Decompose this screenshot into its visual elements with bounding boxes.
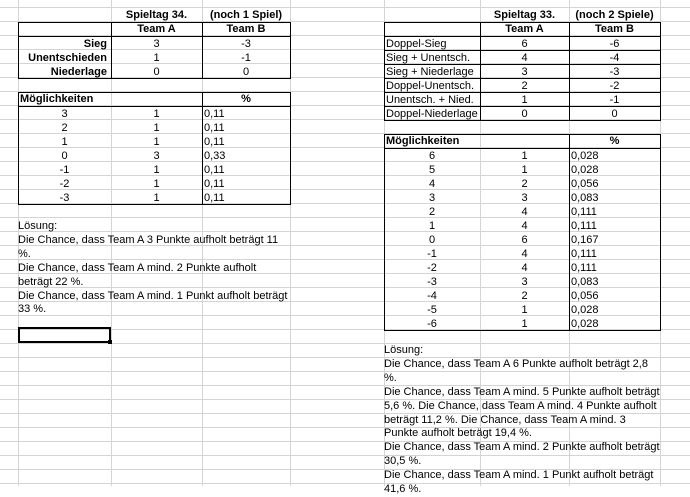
result-team-a[interactable]: 0 bbox=[153, 66, 160, 78]
possibility-count[interactable]: 1 bbox=[153, 164, 160, 176]
possibility-percent[interactable]: 0,11 bbox=[204, 178, 225, 190]
possibility-value[interactable]: 3 bbox=[428, 192, 436, 204]
possibility-percent[interactable]: 0,056 bbox=[571, 178, 599, 190]
possibility-count[interactable]: 3 bbox=[521, 192, 528, 204]
possibility-percent[interactable]: 0,028 bbox=[571, 304, 599, 316]
possibility-count[interactable]: 2 bbox=[521, 290, 528, 302]
header-team-b[interactable]: Team B bbox=[595, 23, 634, 35]
result-team-a[interactable]: 3 bbox=[521, 66, 528, 78]
possibility-value[interactable]: -3 bbox=[59, 192, 70, 204]
possibility-count[interactable]: 3 bbox=[153, 150, 160, 162]
possibility-percent[interactable]: 0,33 bbox=[204, 150, 226, 162]
matchday-title[interactable]: Spieltag 34. bbox=[125, 9, 188, 21]
possibility-percent[interactable]: 0,111 bbox=[571, 206, 597, 218]
solution-line: Die Chance, dass Team A 3 Punkte aufholt beträgt 11 %. bbox=[18, 233, 279, 260]
possibility-percent[interactable]: 0,11 bbox=[204, 136, 225, 148]
possibility-percent[interactable]: 0,167 bbox=[571, 234, 599, 246]
result-team-b[interactable]: -2 bbox=[609, 80, 620, 92]
possibility-value[interactable]: -1 bbox=[427, 248, 437, 260]
percent-header[interactable]: % bbox=[609, 135, 620, 147]
possibility-percent[interactable]: 0,028 bbox=[571, 318, 599, 330]
result-team-b[interactable]: -3 bbox=[609, 66, 620, 78]
solution-note-left[interactable] bbox=[18, 220, 290, 317]
possibility-percent[interactable]: 0,11 bbox=[204, 192, 225, 204]
possibility-value[interactable]: 0 bbox=[61, 150, 68, 162]
possibility-value[interactable]: -1 bbox=[59, 164, 70, 176]
percent-header[interactable]: % bbox=[241, 93, 251, 105]
possibility-value[interactable]: 2 bbox=[61, 122, 68, 134]
possibility-value[interactable]: 5 bbox=[428, 164, 436, 176]
header-team-a[interactable]: Team A bbox=[505, 23, 544, 35]
selected-cell[interactable] bbox=[18, 327, 111, 343]
possibility-count[interactable]: 1 bbox=[153, 178, 160, 190]
possibility-count[interactable]: 1 bbox=[153, 122, 160, 134]
possibility-count[interactable]: 1 bbox=[153, 108, 160, 120]
result-team-b[interactable]: -1 bbox=[241, 52, 251, 64]
possibility-percent[interactable]: 0,11 bbox=[204, 122, 225, 134]
possibility-count[interactable]: 4 bbox=[521, 220, 528, 232]
possibility-value[interactable]: 4 bbox=[428, 178, 436, 190]
solution-line: Die Chance, dass Team A mind. 1 Punkt aufholt beträgt 33 %. bbox=[18, 289, 288, 316]
solution-title: Lösung: bbox=[384, 344, 424, 356]
possibility-count[interactable]: 4 bbox=[521, 262, 528, 274]
result-team-b[interactable]: -6 bbox=[609, 38, 620, 50]
result-team-b[interactable]: -1 bbox=[609, 94, 620, 106]
result-label[interactable]: Unentschieden bbox=[28, 52, 107, 64]
possibility-value[interactable]: -3 bbox=[427, 276, 437, 288]
solution-line: Die Chance, dass Team A mind. 1 Punkt aufholt beträgt 41,6 %. bbox=[384, 469, 654, 496]
solution-note-right[interactable] bbox=[384, 344, 660, 497]
possibility-count[interactable]: 2 bbox=[521, 178, 528, 190]
possibility-percent[interactable]: 0,111 bbox=[571, 248, 597, 260]
possibility-value[interactable]: -6 bbox=[427, 318, 437, 330]
possibility-percent[interactable]: 0,083 bbox=[571, 276, 599, 288]
possibility-count[interactable]: 1 bbox=[521, 304, 528, 316]
possibility-value[interactable]: 1 bbox=[61, 136, 68, 148]
possibility-value[interactable]: 0 bbox=[428, 234, 436, 246]
solution-title: Lösung: bbox=[18, 220, 58, 232]
result-label[interactable]: Niederlage bbox=[50, 66, 107, 78]
solution-line: Die Chance, dass Team A 6 Punkte aufholt beträgt 2,8 %. bbox=[384, 357, 648, 384]
result-team-a[interactable]: 0 bbox=[521, 108, 528, 120]
possibility-value[interactable]: -2 bbox=[59, 178, 70, 190]
result-label[interactable]: Unentsch. + Nied. bbox=[386, 94, 474, 106]
result-team-a[interactable]: 1 bbox=[521, 94, 528, 106]
possibility-count[interactable]: 1 bbox=[153, 192, 160, 204]
possibility-count[interactable]: 3 bbox=[521, 276, 528, 288]
result-label[interactable]: Doppel-Unentsch. bbox=[386, 80, 475, 92]
possibilities-header[interactable]: Möglichkeiten bbox=[20, 93, 94, 105]
possibility-count[interactable]: 1 bbox=[153, 136, 160, 148]
header-team-b[interactable]: Team B bbox=[226, 23, 266, 35]
possibility-value[interactable]: -2 bbox=[427, 262, 437, 274]
possibility-value[interactable]: 1 bbox=[428, 220, 436, 232]
result-label[interactable]: Sieg + Unentsch. bbox=[386, 52, 471, 64]
result-team-b[interactable]: 0 bbox=[611, 108, 618, 120]
result-team-a[interactable]: 1 bbox=[153, 52, 160, 64]
result-team-b[interactable]: -3 bbox=[241, 38, 251, 50]
possibility-percent[interactable]: 0,111 bbox=[571, 262, 597, 274]
possibility-percent[interactable]: 0,083 bbox=[571, 192, 599, 204]
possibility-percent[interactable]: 0,111 bbox=[571, 220, 597, 232]
solution-line: Die Chance, dass Team A mind. 2 Punkte aufholt beträgt 22 %. bbox=[18, 261, 257, 288]
result-team-a[interactable]: 4 bbox=[521, 52, 528, 64]
fill-handle[interactable] bbox=[108, 340, 112, 344]
result-team-b[interactable]: 0 bbox=[242, 66, 250, 78]
result-team-a[interactable]: 3 bbox=[153, 38, 160, 50]
result-team-a[interactable]: 2 bbox=[521, 80, 528, 92]
possibility-count[interactable]: 4 bbox=[521, 248, 528, 260]
possibilities-header[interactable]: Möglichkeiten bbox=[386, 135, 460, 147]
matchday-subtitle[interactable]: (noch 1 Spiel) bbox=[209, 9, 283, 21]
possibility-value[interactable]: 6 bbox=[428, 150, 436, 162]
result-label[interactable]: Doppel-Niederlage bbox=[386, 108, 478, 120]
result-team-a[interactable]: 6 bbox=[521, 38, 528, 50]
result-label[interactable]: Sieg + Niederlage bbox=[386, 66, 474, 78]
possibility-count[interactable]: 1 bbox=[521, 150, 528, 162]
possibility-count[interactable]: 4 bbox=[521, 206, 528, 218]
result-label[interactable]: Sieg bbox=[83, 38, 107, 50]
result-team-b[interactable]: -4 bbox=[609, 52, 620, 64]
possibility-count[interactable]: 1 bbox=[521, 318, 528, 330]
possibility-count[interactable]: 6 bbox=[521, 234, 528, 246]
possibility-percent[interactable]: 0,028 bbox=[571, 164, 599, 176]
possibility-percent[interactable]: 0,11 bbox=[204, 164, 225, 176]
possibility-value[interactable]: 3 bbox=[61, 108, 68, 120]
possibility-count[interactable]: 1 bbox=[521, 164, 528, 176]
solution-line: Die Chance, dass Team A mind. 5 Punkte aufholt beträgt 5,6 %. Die Chance, dass Team A mind. 4 Punkte aufholt beträgt 11,2 %. Die Chance, dass Team A mind. 3 Punkte aufholt beträgt 19,4 %. bbox=[384, 385, 660, 440]
possibility-percent[interactable]: 0,056 bbox=[571, 290, 599, 302]
possibility-value[interactable]: 2 bbox=[428, 206, 436, 218]
possibility-value[interactable]: -4 bbox=[427, 290, 437, 302]
header-team-a[interactable]: Team A bbox=[137, 23, 176, 35]
possibility-percent[interactable]: 0,028 bbox=[571, 150, 599, 162]
matchday-subtitle[interactable]: (noch 2 Spiele) bbox=[575, 9, 654, 21]
possibility-value[interactable]: -5 bbox=[427, 304, 437, 316]
possibility-percent[interactable]: 0,11 bbox=[204, 108, 225, 120]
matchday-title[interactable]: Spieltag 33. bbox=[493, 9, 556, 21]
solution-line: Die Chance, dass Team A mind. 2 Punkte aufholt beträgt 30,5 %. bbox=[384, 441, 660, 468]
result-label[interactable]: Doppel-Sieg bbox=[386, 38, 447, 50]
